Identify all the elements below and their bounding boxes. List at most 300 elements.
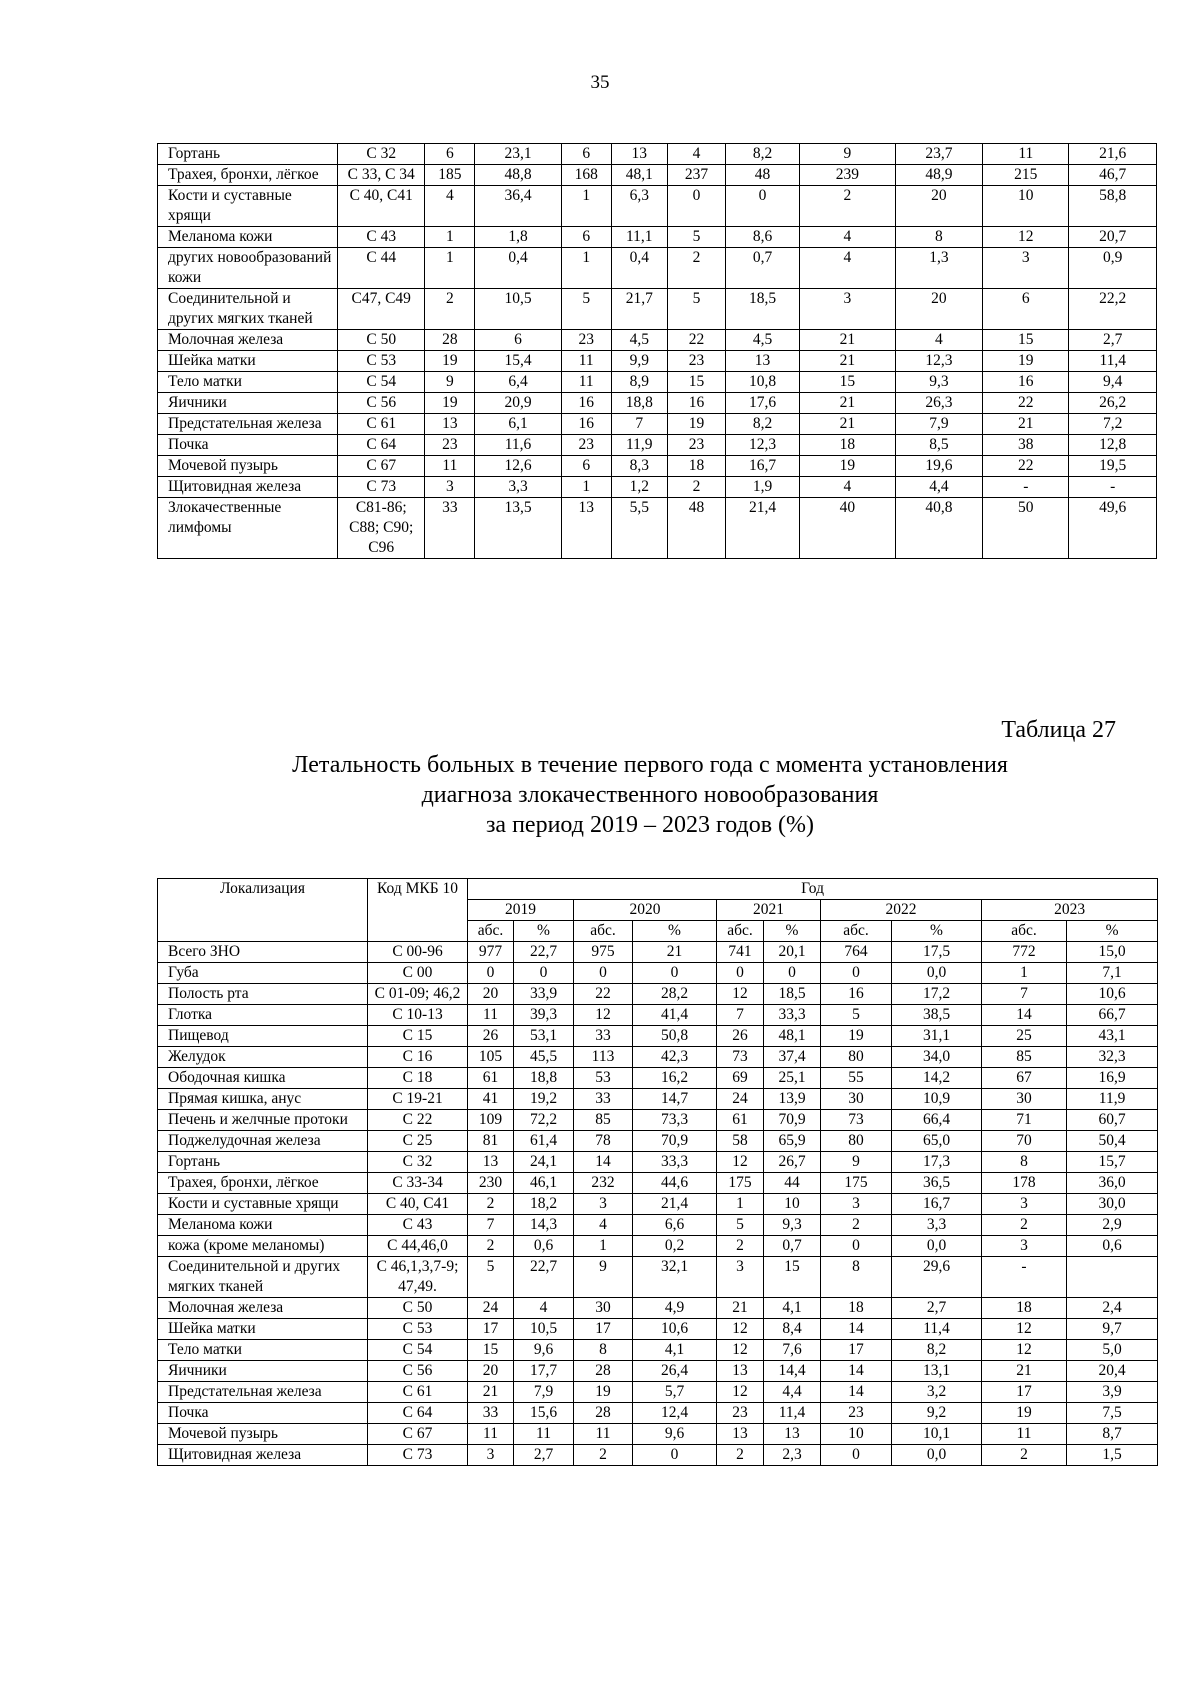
value-cell: 4 [574,1215,633,1236]
abs-header: абс. [982,921,1067,942]
value-cell: 3 [468,1445,514,1466]
value-cell: 42,3 [633,1047,717,1068]
value-cell: 36,5 [892,1173,982,1194]
value-cell: 15 [799,372,895,393]
value-cell: 11 [514,1424,574,1445]
value-cell: 21 [799,414,895,435]
value-cell: 21,6 [1069,144,1157,165]
value-cell: 105 [468,1047,514,1068]
value-cell: 22 [667,330,725,351]
value-cell: 80 [821,1047,892,1068]
value-cell: 6 [425,144,475,165]
value-cell: 46,7 [1069,165,1157,186]
value-cell: 7,6 [764,1340,821,1361]
row-label-cell: Прямая кишка, анус [158,1089,368,1110]
value-cell: 48,1 [764,1026,821,1047]
value-cell: 11,4 [1069,351,1157,372]
table-row [158,1131,1158,1152]
value-cell: 71 [982,1110,1067,1131]
value-cell: 11,4 [892,1319,982,1340]
row-label-cell: Щитовидная железа [158,477,338,498]
value-cell: 2,9 [1067,1215,1158,1236]
code-cell: С 64 [338,435,425,456]
value-cell: 20 [468,1361,514,1382]
value-cell: 1 [561,248,611,289]
value-cell: 5 [561,289,611,330]
value-cell: 16,7 [726,456,800,477]
value-cell: 23 [667,351,725,372]
value-cell: 8,2 [892,1340,982,1361]
value-cell: 11,1 [611,227,667,248]
value-cell: 18 [982,1298,1067,1319]
value-cell: 50,8 [633,1026,717,1047]
value-cell: 5,7 [633,1382,717,1403]
value-cell: 4 [514,1298,574,1319]
value-cell: 11 [561,351,611,372]
value-cell: 40 [799,498,895,559]
value-cell: 23,7 [895,144,982,165]
value-cell: 2 [821,1215,892,1236]
code-cell: С 64 [368,1403,468,1424]
value-cell: 10 [983,186,1069,227]
value-cell: 21 [633,942,717,963]
value-cell: 13,5 [475,498,561,559]
value-cell: 23 [561,330,611,351]
table-row [158,1026,1158,1047]
value-cell: 15 [667,372,725,393]
row-label-cell: Шейка матки [158,351,338,372]
row-label-cell: Тело матки [158,1340,368,1361]
value-cell: 12 [717,1152,764,1173]
value-cell: 15 [468,1340,514,1361]
value-cell: 24 [468,1298,514,1319]
value-cell: 10,5 [475,289,561,330]
value-cell: 764 [821,942,892,963]
value-cell: 2 [717,1236,764,1257]
value-cell: 5 [717,1215,764,1236]
value-cell: 0 [574,963,633,984]
value-cell: 6,1 [475,414,561,435]
value-cell: 73 [821,1110,892,1131]
value-cell: 230 [468,1173,514,1194]
value-cell: 4 [667,144,725,165]
value-cell: 2,7 [1069,330,1157,351]
value-cell: 9,3 [764,1215,821,1236]
value-cell: 3 [821,1194,892,1215]
value-cell: 15 [764,1257,821,1298]
value-cell: 13 [717,1361,764,1382]
value-cell: 10,8 [726,372,800,393]
value-cell: 11 [983,144,1069,165]
value-cell: 13 [611,144,667,165]
value-cell: 4,5 [611,330,667,351]
value-cell: 13 [425,414,475,435]
value-cell: 8,2 [726,144,800,165]
value-cell: 50 [983,498,1069,559]
value-cell: 32,3 [1067,1047,1158,1068]
value-cell: 237 [667,165,725,186]
value-cell: 18 [799,435,895,456]
value-cell: 741 [717,942,764,963]
value-cell: 8 [895,227,982,248]
row-label-cell: Почка [158,435,338,456]
value-cell: 19 [821,1026,892,1047]
value-cell: 22,2 [1069,289,1157,330]
value-cell: 41,4 [633,1005,717,1026]
value-cell: 26,4 [633,1361,717,1382]
value-cell: 14 [821,1382,892,1403]
value-cell: 6,3 [611,186,667,227]
value-cell: 48 [667,498,725,559]
value-cell: 2,4 [1067,1298,1158,1319]
value-cell: 21 [982,1361,1067,1382]
row-label-cell: кожа (кроме меланомы) [158,1236,368,1257]
table-row [158,1319,1158,1340]
value-cell: 20 [895,186,982,227]
value-cell: 4,9 [633,1298,717,1319]
value-cell: 18,2 [514,1194,574,1215]
value-cell: 17,7 [514,1361,574,1382]
value-cell: 3,9 [1067,1382,1158,1403]
value-cell: 6 [561,144,611,165]
value-cell: 5 [821,1005,892,1026]
row-label-cell: Кости и суставные хрящи [158,186,338,227]
value-cell: 33 [574,1089,633,1110]
value-cell: 215 [983,165,1069,186]
code-cell: С 61 [368,1382,468,1403]
table-row [158,1340,1158,1361]
table-row [158,1257,1158,1298]
value-cell: 0,0 [892,963,982,984]
value-cell: 40,8 [895,498,982,559]
value-cell: 25,1 [764,1068,821,1089]
value-cell: 0 [821,1445,892,1466]
value-cell: 48 [726,165,800,186]
code-cell: С 33-34 [368,1173,468,1194]
value-cell: 33,3 [633,1152,717,1173]
value-cell: 18,8 [611,393,667,414]
value-cell: 232 [574,1173,633,1194]
table-row [158,165,1157,186]
table-row [158,1152,1158,1173]
value-cell: 1 [561,186,611,227]
value-cell: 5,0 [1067,1340,1158,1361]
value-cell: 19 [425,393,475,414]
table-row [158,1382,1158,1403]
row-label-cell: Желудок [158,1047,368,1068]
value-cell: 13,1 [892,1361,982,1382]
value-cell: 10 [821,1424,892,1445]
value-cell: 22,7 [514,1257,574,1298]
value-cell: 24 [717,1089,764,1110]
value-cell: 12 [717,1319,764,1340]
value-cell: 30 [821,1089,892,1110]
value-cell: 31,1 [892,1026,982,1047]
value-cell: 11,4 [764,1403,821,1424]
value-cell: 19,6 [895,456,982,477]
value-cell: 18,5 [764,984,821,1005]
value-cell: 19 [983,351,1069,372]
value-cell: 8,2 [726,414,800,435]
value-cell: 15,7 [1067,1152,1158,1173]
value-cell: 19 [799,456,895,477]
value-cell: 8 [982,1152,1067,1173]
value-cell: 23 [717,1403,764,1424]
value-cell: 23 [425,435,475,456]
value-cell: 16 [561,393,611,414]
pct-header: % [1067,921,1158,942]
code-cell: С 19-21 [368,1089,468,1110]
value-cell: 17,2 [892,984,982,1005]
value-cell: 3,2 [892,1382,982,1403]
value-cell: 16,2 [633,1068,717,1089]
value-cell: 21 [468,1382,514,1403]
value-cell: 1,5 [1067,1445,1158,1466]
value-cell: 33 [468,1403,514,1424]
table-row [158,248,1157,289]
value-cell: 0 [717,963,764,984]
value-cell: 2 [667,248,725,289]
value-cell: 4,1 [633,1340,717,1361]
abs-header: абс. [717,921,764,942]
value-cell: 46,1 [514,1173,574,1194]
value-cell: 1 [982,963,1067,984]
value-cell: 5 [667,289,725,330]
value-cell: 28 [425,330,475,351]
table-row [158,1194,1158,1215]
code-cell: С 67 [338,456,425,477]
value-cell: 33,3 [764,1005,821,1026]
value-cell: 168 [561,165,611,186]
value-cell: 5 [667,227,725,248]
value-cell: 2 [982,1215,1067,1236]
value-cell: 48,1 [611,165,667,186]
value-cell: 1 [425,227,475,248]
value-cell: 3 [982,1194,1067,1215]
row-label-cell: Трахея, бронхи, лёгкое [158,165,338,186]
value-cell: 9,2 [892,1403,982,1424]
table-row [158,227,1157,248]
value-cell: 113 [574,1047,633,1068]
column-header-code: Код МКБ 10 [368,879,468,942]
value-cell: 2 [717,1445,764,1466]
row-label-cell: Яичники [158,1361,368,1382]
table-row [158,1089,1158,1110]
value-cell: 12 [717,984,764,1005]
row-label-cell: Соединительной и других мягких тканей [158,289,338,330]
value-cell: 15,4 [475,351,561,372]
table-row [158,1005,1158,1026]
code-cell: С 00 [368,963,468,984]
table-row [158,498,1157,559]
value-cell: 41 [468,1089,514,1110]
code-cell: С 01-09; 46,2 [368,984,468,1005]
value-cell: 0,0 [892,1236,982,1257]
value-cell: 12 [717,1382,764,1403]
value-cell: 11 [468,1005,514,1026]
column-header-year: Год [468,879,1158,900]
value-cell: 44 [764,1173,821,1194]
code-cell: С 44 [338,248,425,289]
pct-header: % [764,921,821,942]
row-label-cell: Всего ЗНО [158,942,368,963]
value-cell: 2 [799,186,895,227]
value-cell: 14,3 [514,1215,574,1236]
value-cell: 7 [468,1215,514,1236]
value-cell: 11 [425,456,475,477]
value-cell: 10,6 [1067,984,1158,1005]
table-row [158,393,1157,414]
value-cell: 9,6 [633,1424,717,1445]
row-label-cell: Гортань [158,144,338,165]
pct-header: % [633,921,717,942]
value-cell: 48,8 [475,165,561,186]
value-cell: 8,6 [726,227,800,248]
value-cell: 0,4 [475,248,561,289]
value-cell: 21 [799,351,895,372]
value-cell: 26,3 [895,393,982,414]
column-header-localization: Локализация [158,879,368,942]
value-cell: 0,7 [726,248,800,289]
value-cell: 5,5 [611,498,667,559]
value-cell: 38 [983,435,1069,456]
row-label-cell: Предстательная железа [158,414,338,435]
value-cell: 19 [982,1403,1067,1424]
value-cell: 21 [983,414,1069,435]
table-row [158,1361,1158,1382]
value-cell: 20,9 [475,393,561,414]
top-table-body [158,144,1157,559]
row-label-cell: Меланома кожи [158,1215,368,1236]
value-cell: 61 [717,1110,764,1131]
value-cell: 0,6 [1067,1236,1158,1257]
value-cell: 2 [574,1445,633,1466]
value-cell: 34,0 [892,1047,982,1068]
value-cell: 239 [799,165,895,186]
code-cell: С 15 [368,1026,468,1047]
table-title [150,750,1150,840]
value-cell: 18 [821,1298,892,1319]
value-cell: 33 [425,498,475,559]
year-header: 2022 [821,900,982,921]
bottom-table [157,878,1158,1466]
code-cell: С 61 [338,414,425,435]
value-cell: 49,6 [1069,498,1157,559]
table-title-line: за период 2019 – 2023 годов (%) [485,812,815,838]
value-cell: 11 [561,372,611,393]
value-cell: 10,5 [514,1319,574,1340]
value-cell: 13 [561,498,611,559]
value-cell: 21,4 [726,498,800,559]
value-cell: 9,6 [514,1340,574,1361]
value-cell: 9,3 [895,372,982,393]
value-cell: 4,5 [726,330,800,351]
value-cell: 13 [717,1424,764,1445]
value-cell: 39,3 [514,1005,574,1026]
code-cell: С 50 [368,1298,468,1319]
code-cell: С 22 [368,1110,468,1131]
table-row [158,1047,1158,1068]
value-cell: 14,7 [633,1089,717,1110]
table-row [158,942,1158,963]
value-cell: 14,4 [764,1361,821,1382]
row-label-cell: Полость рта [158,984,368,1005]
row-label-cell: Мочевой пузырь [158,456,338,477]
value-cell: 10,1 [892,1424,982,1445]
value-cell: 53 [574,1068,633,1089]
value-cell: 58 [717,1131,764,1152]
table-row [158,289,1157,330]
code-cell: С81-86; С88; С90; С96 [338,498,425,559]
table-row [158,1445,1158,1466]
value-cell: 36,0 [1067,1173,1158,1194]
value-cell: 19,2 [514,1089,574,1110]
value-cell: 1,8 [475,227,561,248]
value-cell: 7,5 [1067,1403,1158,1424]
value-cell: 0,6 [514,1236,574,1257]
value-cell: 19 [574,1382,633,1403]
bottom-table-header [158,879,1158,942]
value-cell: 65,9 [764,1131,821,1152]
table-row [158,1110,1158,1131]
table-row [158,963,1158,984]
value-cell: 70,9 [764,1110,821,1131]
value-cell: 1 [574,1236,633,1257]
value-cell: 1,3 [895,248,982,289]
value-cell: - [983,477,1069,498]
value-cell: 3 [425,477,475,498]
value-cell: 22 [983,393,1069,414]
value-cell: 10 [764,1194,821,1215]
value-cell: 8,3 [611,456,667,477]
row-label-cell: Щитовидная железа [158,1445,368,1466]
table-title-line: диагноза злокачественного новообразования [421,782,879,808]
value-cell: 0 [468,963,514,984]
value-cell: 23 [821,1403,892,1424]
row-label-cell: Пищевод [158,1026,368,1047]
value-cell: 13 [764,1424,821,1445]
value-cell: 9 [799,144,895,165]
table-row [158,477,1157,498]
value-cell: 30,0 [1067,1194,1158,1215]
value-cell: 185 [425,165,475,186]
table-row [158,1215,1158,1236]
code-cell: С 18 [368,1068,468,1089]
value-cell: 38,5 [892,1005,982,1026]
value-cell: 0,7 [764,1236,821,1257]
row-label-cell: Почка [158,1403,368,1424]
value-cell: 15 [983,330,1069,351]
value-cell: 1,2 [611,477,667,498]
value-cell: 23,1 [475,144,561,165]
row-label-cell: других новообразований кожи [158,248,338,289]
code-cell: С47, С49 [338,289,425,330]
code-cell: С 73 [338,477,425,498]
row-label-cell: Молочная железа [158,1298,368,1319]
page-number: 35 [590,72,610,93]
code-cell: С 25 [368,1131,468,1152]
code-cell: С 56 [338,393,425,414]
value-cell: 12 [982,1340,1067,1361]
value-cell: 8,7 [1067,1424,1158,1445]
value-cell: 8 [821,1257,892,1298]
value-cell: 65,0 [892,1131,982,1152]
value-cell: 3,3 [475,477,561,498]
value-cell: 7 [982,984,1067,1005]
value-cell: 11,9 [1067,1089,1158,1110]
value-cell: 4 [799,227,895,248]
value-cell: 32,1 [633,1257,717,1298]
